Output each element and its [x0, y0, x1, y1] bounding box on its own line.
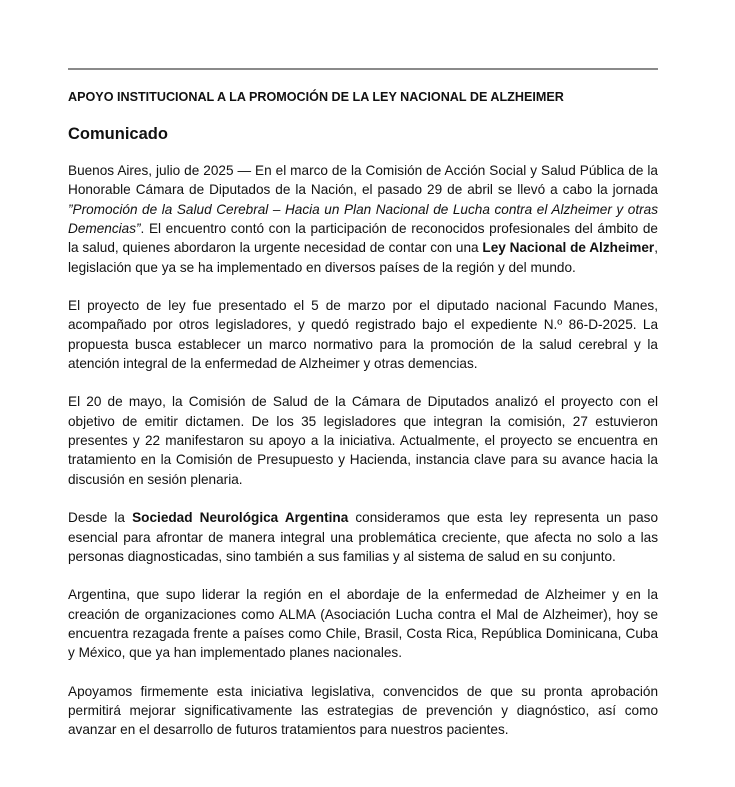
- paragraph-5: Argentina, que supo liderar la región en el abordaje de la enfermedad de Alzheimer y en la creación de organizaciones como ALMA (Asociación Lucha contra el Mal de Alzheimer), hoy se encuentra rezagada frente a países como Chile, Brasil, Costa Rica, República Dominicana, Cuba y México, que ya han implementado planes nacionales.: [68, 587, 658, 661]
- paragraph-4: [68, 508, 658, 566]
- document-subtitle: Comunicado: [68, 125, 168, 143]
- paragraph-4-end: consideramos que esta ley representa un paso esencial para afrontar de manera integral una problemática creciente, que afecta no solo a las personas diagnosticadas, sino también a sus familias y al sistema de salud en su conjunto.: [68, 510, 659, 564]
- document-body: [68, 161, 658, 759]
- paragraph-1-end: , legislación que ya se ha implementado en diversos países de la región y del mundo.: [68, 240, 658, 275]
- paragraph-3: El 20 de mayo, la Comisión de Salud de la Cámara de Diputados analizó el proyecto con el objetivo de emitir dictamen. De los 35 legisladores que integran la comisión, 27 estuvieron presentes y 22 manifestaron su apoyo a la iniciativa. Actualmente, el proyecto se encuentra en tratamiento en la Comisión de Presupuesto y Hacienda, instancia clave para su avance hacia la discusión en sesión plenaria.: [68, 394, 658, 487]
- event-title: ”Promoción de la Salud Cerebral – Hacia un Plan Nacional de Lucha contra el Alzheimer y otras Demencias”: [68, 201, 658, 237]
- organization-name: Sociedad Neurológica Argentina: [132, 510, 349, 526]
- paragraph-1-intro: Buenos Aires, julio de 2025 — En el marco de la Comisión de Acción Social y Salud Pública de la Honorable Cámara de Diputados de la Nación, el pasado 29 de abril se llevó a cabo la jornada: [68, 163, 658, 198]
- paragraph-1: [68, 161, 658, 277]
- paragraph-1-middle: . El encuentro contó con la participación de reconocidos profesionales del ámbito de la salud, quienes abordaron la urgente necesidad de contar con una: [68, 221, 658, 256]
- paragraph-4-intro: Desde la: [68, 510, 133, 526]
- top-divider: [68, 68, 658, 70]
- paragraph-2: El proyecto de ley fue presentado el 5 de marzo por el diputado nacional Facundo Manes, acompañado por otros legisladores, y quedó registrado bajo el expediente N.º 86-D-2025. La propuesta busca establecer un marco normativo para la promoción de la salud cerebral y la atención integral de la enfermedad de Alzheimer y otras demencias.: [68, 298, 658, 372]
- paragraph-6: Apoyamos firmemente esta iniciativa legislativa, convencidos de que su pronta aprobación permitirá mejorar significativamente las estrategias de prevención y diagnóstico, así como avanzar en el desarrollo de futuros tratamientos para nuestros pacientes.: [68, 683, 658, 738]
- document-title: APOYO INSTITUCIONAL A LA PROMOCIÓN DE LA LEY NACIONAL DE ALZHEIMER: [68, 90, 564, 104]
- law-name: Ley Nacional de Alzheimer: [482, 240, 655, 256]
